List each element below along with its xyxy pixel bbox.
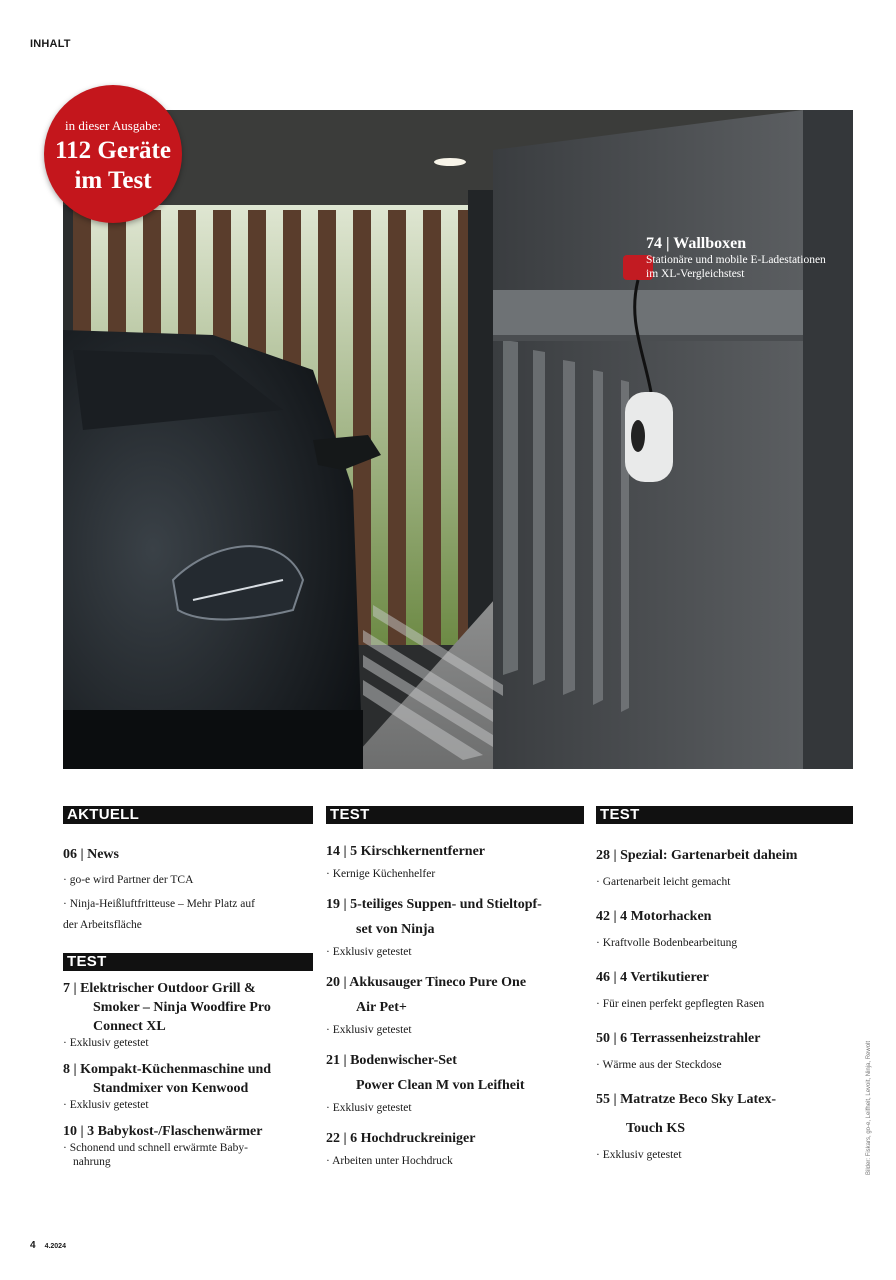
- toc-entry[interactable]: 22 | 6 Hochdruckreiniger: [326, 1131, 476, 1146]
- heading-test: TEST: [63, 953, 313, 971]
- toc-entry[interactable]: 21 | Bodenwischer-Set: [326, 1053, 457, 1068]
- toc-entry-sub: · Kraftvolle Bodenbearbeitung: [596, 937, 738, 949]
- toc-entry[interactable]: 14 | 5 Kirschkernentferner: [326, 844, 485, 859]
- toc-entry-cont: Smoker – Ninja Woodfire Pro: [93, 1000, 271, 1015]
- toc-entry-sub: · Exklusiv getestet: [326, 1102, 412, 1114]
- toc-entry-sub: · Exklusiv getestet: [63, 1099, 149, 1111]
- toc-entry-cont: Power Clean M von Leifheit: [356, 1078, 525, 1093]
- toc-entry[interactable]: 20 | Akkusauger Tineco Pure One: [326, 975, 527, 990]
- toc-entry-sub: · Exklusiv getestet: [596, 1149, 682, 1161]
- heading-aktuell: AKTUELL: [63, 806, 313, 824]
- badge-line3: im Test: [74, 167, 152, 194]
- news-item: der Arbeitsfläche: [63, 919, 142, 931]
- toc-entry-sub: · Wärme aus der Steckdose: [596, 1059, 722, 1071]
- toc-entry[interactable]: 10 | 3 Babykost-/Flaschenwärmer: [63, 1124, 263, 1139]
- toc-column-1: [63, 806, 313, 1169]
- toc-entry-sub: · Exklusiv getestet: [326, 1024, 412, 1036]
- toc-column-3: [596, 806, 853, 1162]
- carport-wallbox-photo: [63, 110, 853, 769]
- toc-entry-cont: Touch KS: [626, 1121, 686, 1136]
- toc-entry[interactable]: 50 | 6 Terrassenheizstrahler: [596, 1031, 761, 1046]
- photo-credits: Bilder: Fiskars, go-e, Leifheit, Levoit, Ninja, Rewolt: [866, 1040, 872, 1175]
- toc-entry-sub: · Exklusiv getestet: [63, 1037, 149, 1049]
- toc-entry[interactable]: 28 | Spezial: Gartenarbeit daheim: [596, 848, 798, 863]
- toc-column-2: [326, 806, 584, 1168]
- toc-entry-cont: set von Ninja: [356, 922, 435, 937]
- feature-callout[interactable]: [646, 234, 853, 281]
- toc-entry[interactable]: 46 | 4 Vertikutierer: [596, 970, 709, 985]
- page-number: 4: [30, 1240, 36, 1251]
- toc-entry[interactable]: 42 | 4 Motorhacken: [596, 909, 712, 924]
- toc-entry-cont: Connect XL: [93, 1019, 166, 1034]
- toc-entry-sub: · Gartenarbeit leicht gemacht: [596, 876, 731, 888]
- heading-test: TEST: [326, 806, 584, 824]
- heading-test: TEST: [596, 806, 853, 824]
- news-item: · go-e wird Partner der TCA: [63, 874, 194, 886]
- toc-entry-sub: · Kernige Küchenhelfer: [326, 868, 436, 880]
- toc-entry-sub: · Arbeiten unter Hochdruck: [326, 1155, 453, 1167]
- folio: [30, 1240, 66, 1251]
- issue-number: 4.2024: [44, 1243, 66, 1250]
- feature-subtitle-line2: im XL-Vergleichstest: [646, 268, 745, 280]
- toc-entry-cont: Air Pet+: [356, 1000, 407, 1015]
- toc-entry[interactable]: 8 | Kompakt-Küchenmaschine und: [63, 1062, 272, 1077]
- toc-entry-sub: · Schonend und schnell erwärmte Baby-: [63, 1142, 248, 1154]
- feature-subtitle-line1: Stationäre und mobile E-Ladestationen: [646, 254, 826, 266]
- badge-line2: 112 Geräte: [55, 137, 171, 164]
- toc-entry[interactable]: 19 | 5-teiliges Suppen- und Stieltopf-: [326, 897, 542, 912]
- hero-image: [63, 110, 853, 769]
- issue-badge: [44, 85, 182, 223]
- toc-entry-cont: Standmixer von Kenwood: [93, 1081, 249, 1096]
- news-item: · Ninja-Heißluftfritteuse – Mehr Platz auf: [63, 898, 255, 910]
- toc-entry[interactable]: 55 | Matratze Beco Sky Latex-: [596, 1092, 776, 1107]
- feature-title: 74 | Wallboxen: [646, 235, 747, 252]
- toc-entry[interactable]: 7 | Elektrischer Outdoor Grill &: [63, 981, 256, 996]
- toc-entry-sub: · Exklusiv getestet: [326, 946, 412, 958]
- toc-entry-news[interactable]: 06 | News: [63, 847, 119, 862]
- section-label: INHALT: [30, 38, 71, 50]
- toc-entry-sub: nahrung: [73, 1156, 111, 1168]
- badge-line1: in dieser Ausgabe:: [64, 118, 162, 133]
- toc-entry-sub: · Für einen perfekt gepflegten Rasen: [596, 998, 765, 1010]
